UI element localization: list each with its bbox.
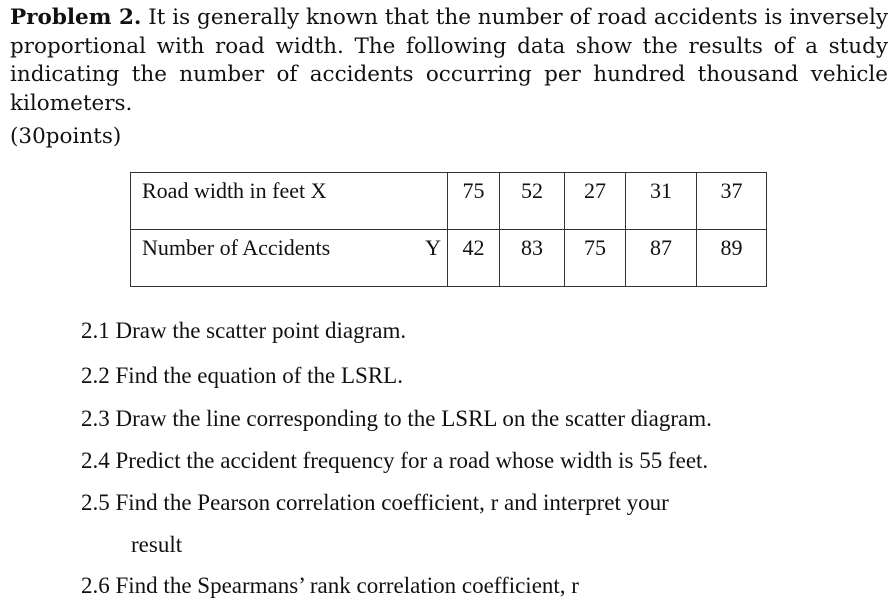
- question-2-4: 2.4 Predict the accident frequency for a road whose width is 55 feet.: [81, 448, 709, 473]
- x-value-cell: 27: [565, 173, 626, 230]
- y-value-cell: 89: [697, 230, 767, 287]
- problem-statement: [10, 4, 888, 118]
- question-2-6: 2.6 Find the Spearmans’ rank correlation coefficient, r: [81, 573, 579, 598]
- x-value-cell: 75: [448, 173, 500, 230]
- y-variable: Y: [425, 235, 441, 260]
- x-value-cell: 37: [697, 173, 767, 230]
- data-table: [130, 172, 767, 287]
- y-label-cell: [131, 230, 448, 287]
- y-label-text: Number of Accidents: [142, 235, 331, 260]
- y-value-cell: 83: [500, 230, 565, 287]
- y-value-cell: 42: [448, 230, 500, 287]
- table-row-y: [131, 230, 767, 287]
- question-2-1: 2.1 Draw the scatter point diagram.: [81, 318, 407, 343]
- problem-heading: Problem 2.: [10, 5, 142, 30]
- points-label: (30points): [10, 124, 122, 149]
- x-value-cell: 31: [626, 173, 697, 230]
- x-value-cell: 52: [500, 173, 565, 230]
- y-value-cell: 87: [626, 230, 697, 287]
- question-2-5-continuation: result: [131, 532, 183, 557]
- table-row-x: [131, 173, 767, 230]
- problem-text: It is generally known that the number of road accidents is inversely proportional with road width. The following data show the results of a study indicating the number of accidents occurring per hundred thousand vehicle kilometers.: [10, 5, 888, 116]
- question-2-5: 2.5 Find the Pearson correlation coefficient, r and interpret your: [81, 490, 669, 515]
- question-2-3: 2.3 Draw the line corresponding to the LSRL on the scatter diagram.: [81, 406, 712, 431]
- question-2-2: 2.2 Find the equation of the LSRL.: [81, 363, 403, 388]
- y-value-cell: 75: [565, 230, 626, 287]
- x-label-cell: Road width in feet X: [131, 173, 448, 230]
